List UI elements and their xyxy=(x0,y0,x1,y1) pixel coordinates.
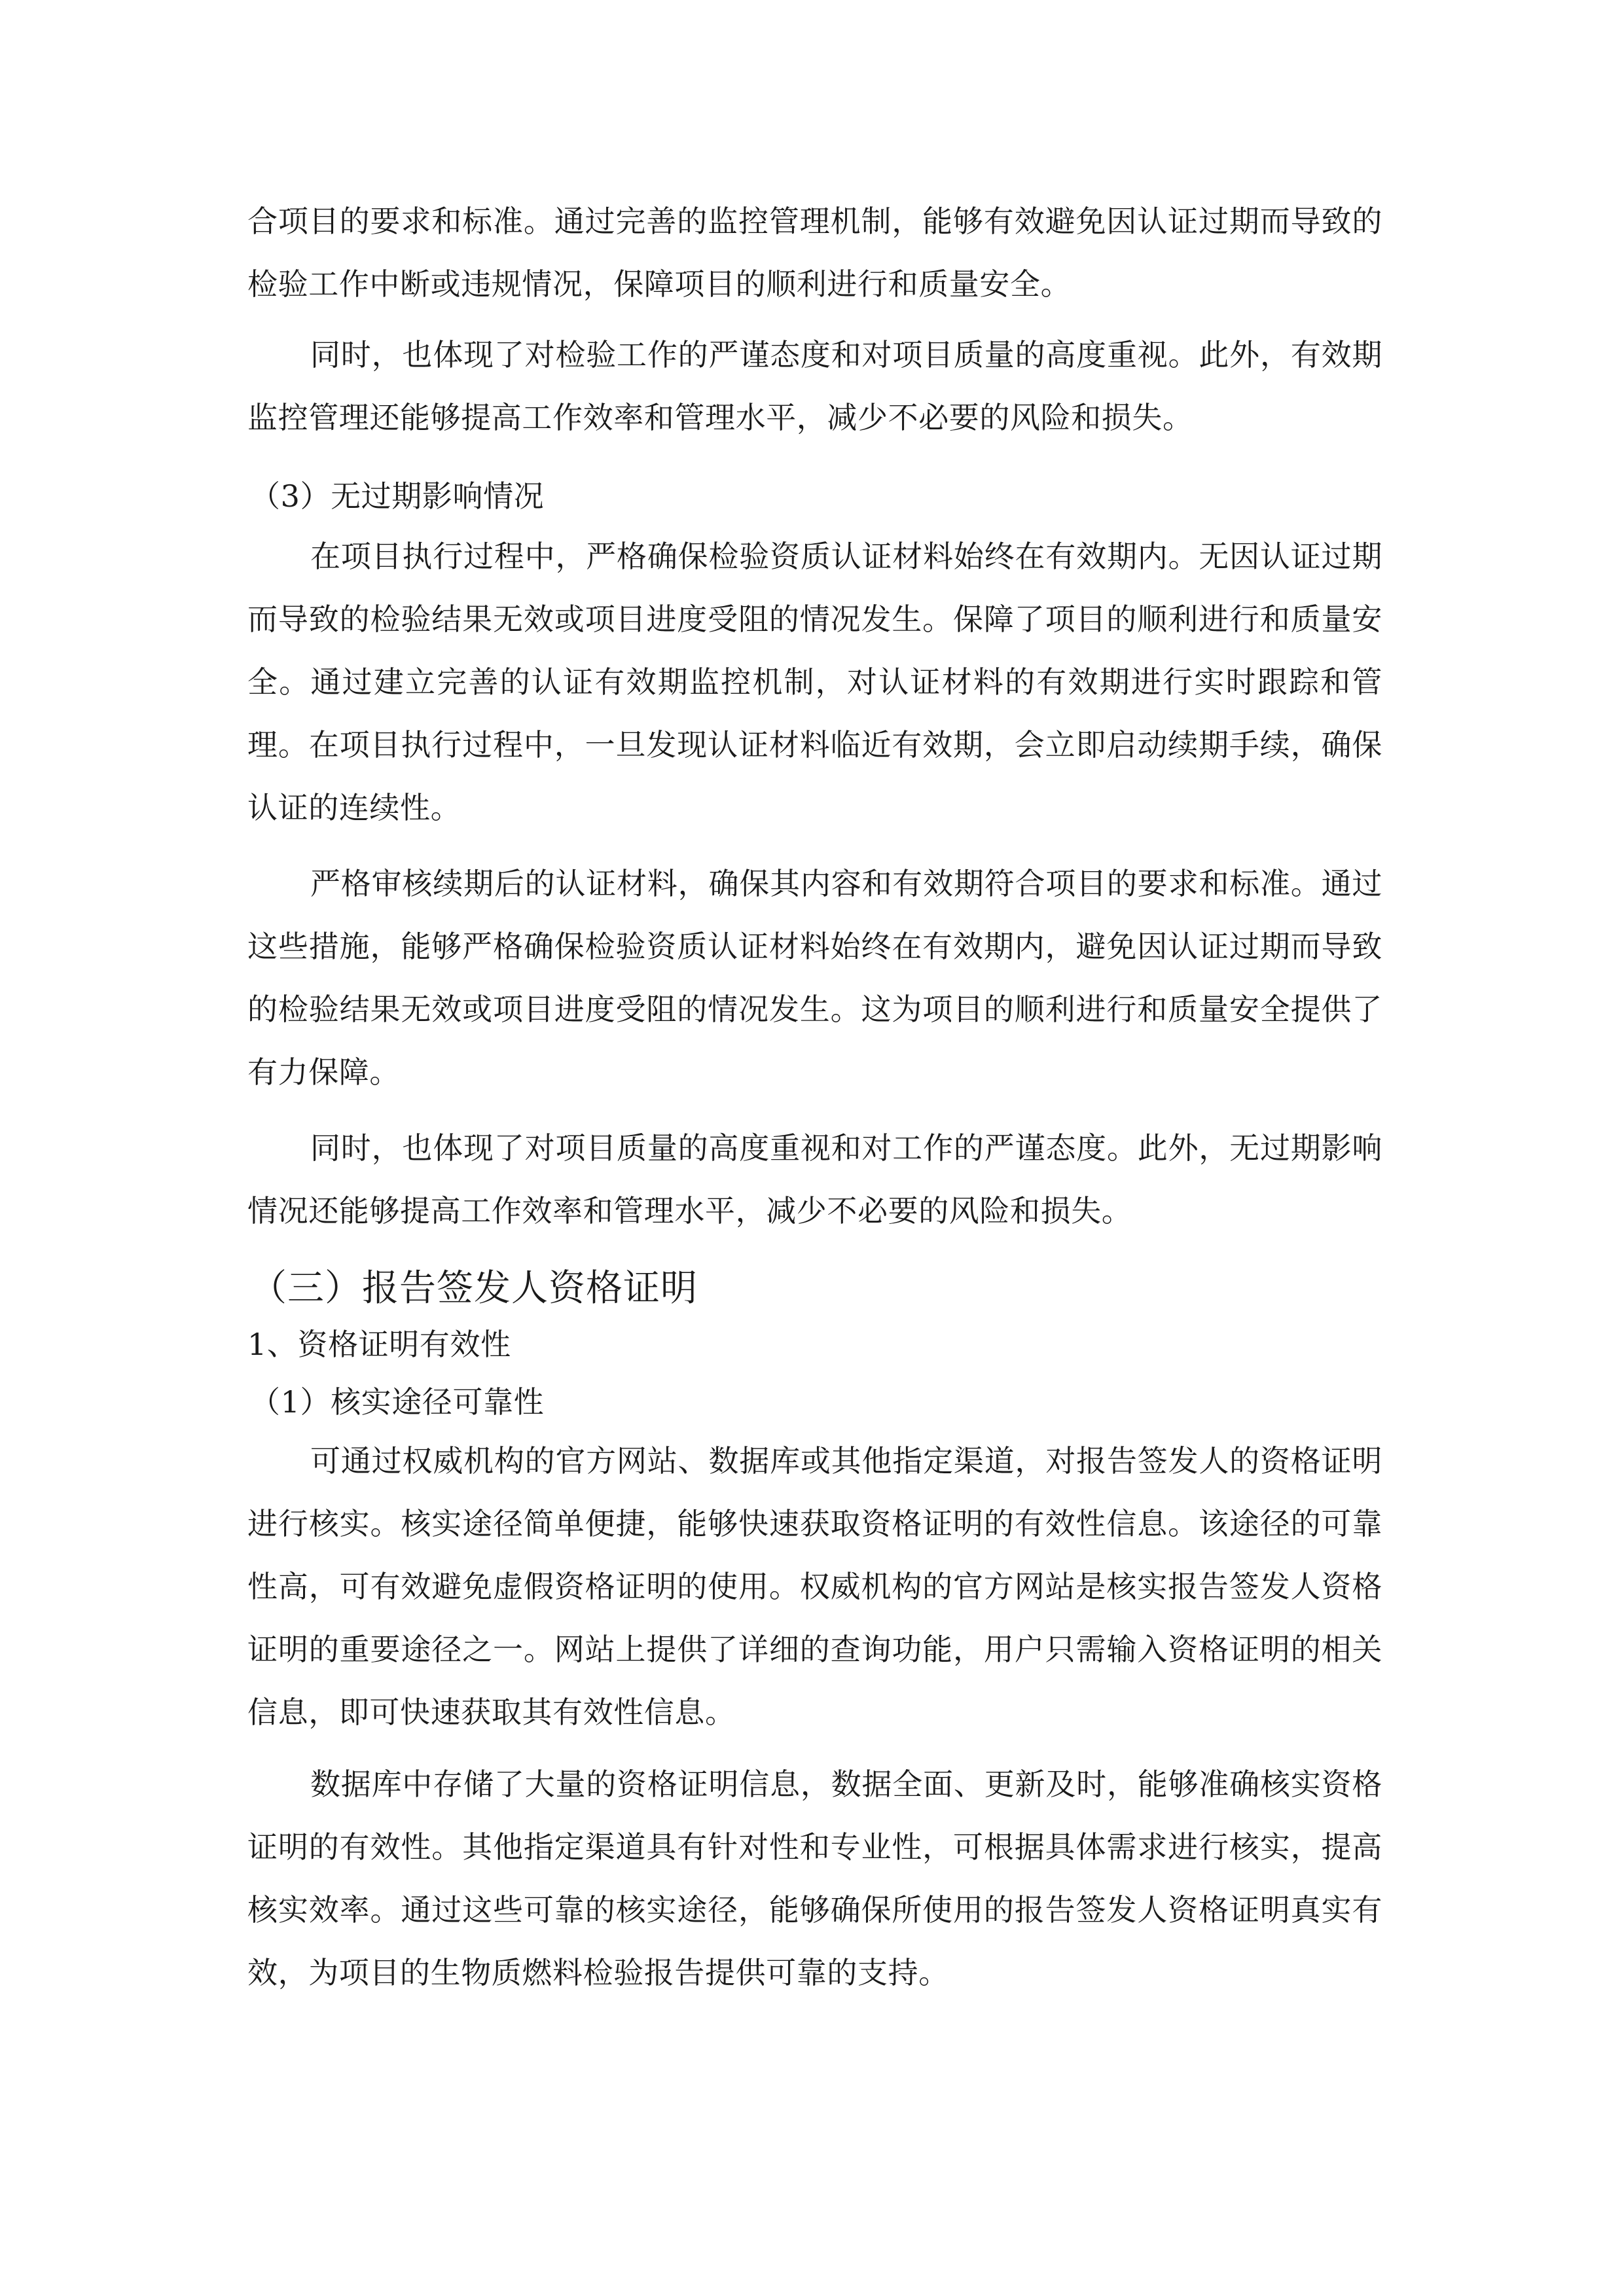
subheading-no-expiry-impact: （3）无过期影响情况 xyxy=(250,478,545,514)
paragraph-project-execution: 在项目执行过程中，严格确保检验资质认证材料始终在有效期内。无因认证过期而导致的检验结果无效或项目进度受阻的情况发生。保障了项目的顺利进行和质量安全。通过建立完善的认证有效期监控机制，对认证材料的有效期进行实时跟踪和管理。在项目执行过程中，一旦发现认证材料临近有效期，会立即启动续期手续，确保认证的连续性。 xyxy=(247,539,1382,825)
subsection-heading-certificate-validity: 1、资格证明有效性 xyxy=(247,1327,511,1362)
section-heading-issuer-qualification: （三）报告签发人资格证明 xyxy=(250,1267,698,1310)
paragraph-renewal-review: 严格审核续期后的认证材料，确保其内容和有效期符合项目的要求和标准。通过这些措施，能够严格确保检验资质认证材料始终在有效期内，避免因认证过期而导致的检验结果无效或项目进度受阻的情况发生。这为项目的顺利进行和质量安全提供了有力保障。 xyxy=(247,866,1382,1090)
paragraph-verification-channels: 可通过权威机构的官方网站、数据库或其他指定渠道，对报告签发人的资格证明进行核实。核实途径简单便捷，能够快速获取资格证明的有效性信息。该途径的可靠性高，可有效避免虚假资格证明的使用。权威机构的官方网站是核实报告签发人资格证明的重要途径之一。网站上提供了详细的查询功能，用户只需输入资格证明的相关信息，即可快速获取其有效性信息。 xyxy=(247,1443,1382,1730)
paragraph-quality-attitude: 同时，也体现了对项目质量的高度重视和对工作的严谨态度。此外，无过期影响情况还能够提高工作效率和管理水平，减少不必要的风险和损失。 xyxy=(247,1130,1382,1229)
paragraph-validity-monitoring: 同时，也体现了对检验工作的严谨态度和对项目质量的高度重视。此外，有效期监控管理还能够提高工作效率和管理水平，减少不必要的风险和损失。 xyxy=(247,337,1382,435)
subheading-verification-reliability: （1）核实途径可靠性 xyxy=(250,1384,545,1420)
paragraph-database-verification: 数据库中存储了大量的资格证明信息，数据全面、更新及时，能够准确核实资格证明的有效性。其他指定渠道具有针对性和专业性，可根据具体需求进行核实，提高核实效率。通过这些可靠的核实途径，能够确保所使用的报告签发人资格证明真实有效，为项目的生物质燃料检验报告提供可靠的支持。 xyxy=(247,1767,1382,1990)
paragraph-requirements-standards: 合项目的要求和标准。通过完善的监控管理机制，能够有效避免因认证过期而导致的检验工作中断或违规情况，保障项目的顺利进行和质量安全。 xyxy=(247,204,1382,302)
